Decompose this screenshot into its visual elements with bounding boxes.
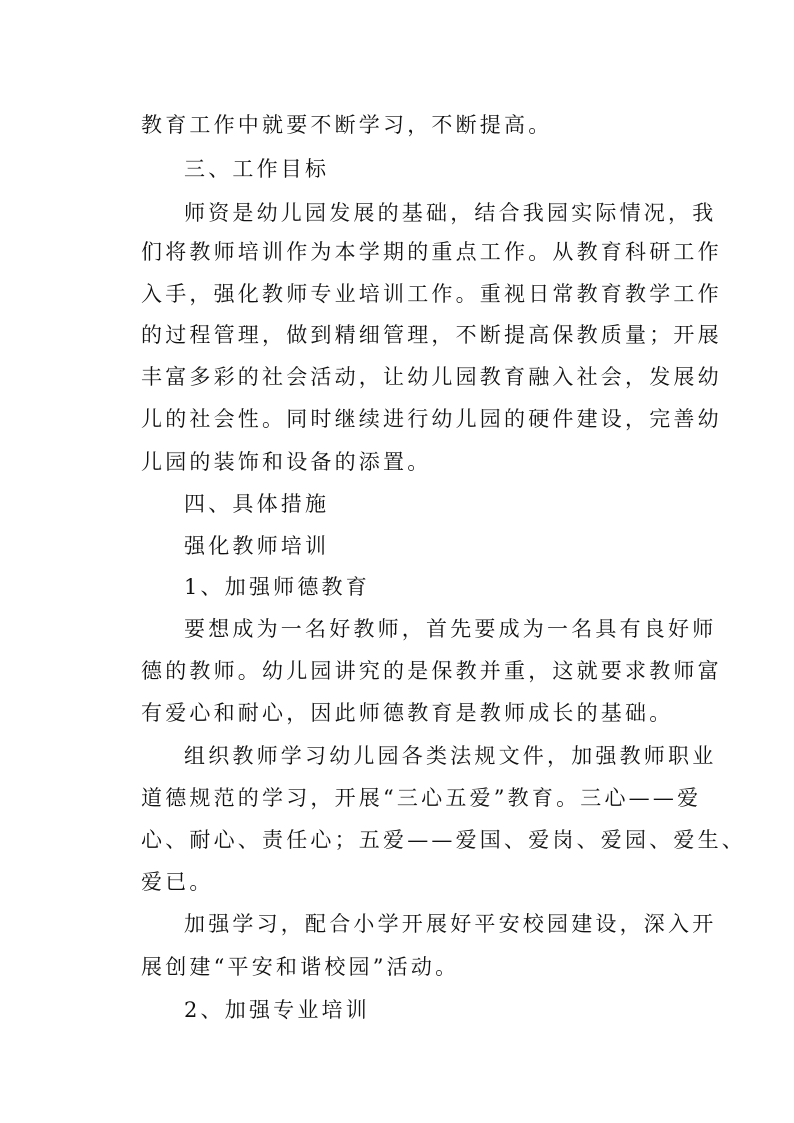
body-text-line: 德的教师。幼儿园讲究的是保教并重，这就要求教师富 bbox=[141, 659, 722, 683]
body-text-line: 要想成为一名好教师，首先要成为一名具有良好师 bbox=[184, 617, 717, 641]
body-text-line: 有爱心和耐心，因此师德教育是教师成长的基础。 bbox=[141, 701, 674, 725]
body-text-line: 儿的社会性。同时继续进行幼儿园的硬件建设，完善幼 bbox=[141, 407, 722, 431]
subheading-professional-training: 2、加强专业培训 bbox=[184, 998, 370, 1022]
section-heading-work-goals: 三、工作目标 bbox=[184, 157, 330, 181]
body-text-line: 的过程管理，做到精细管理，不断提高保教质量；开展 bbox=[141, 323, 722, 347]
body-text-line: 心、耐心、责任心；五爱——爱国、爱岗、爱园、爱生、 bbox=[141, 828, 746, 852]
body-text-line: 爱已。 bbox=[141, 870, 214, 894]
body-text-line: 教育工作中就要不断学习，不断提高。 bbox=[141, 113, 553, 137]
body-text-line: 们将教师培训作为本学期的重点工作。从教育科研工作 bbox=[141, 240, 722, 264]
body-text-line: 入手，强化教师专业培训工作。重视日常教育教学工作 bbox=[141, 282, 722, 306]
section-heading-specific-measures: 四、具体措施 bbox=[184, 492, 330, 516]
body-text-line: 道德规范的学习，开展“三心五爱”教育。三心——爱 bbox=[141, 786, 702, 810]
body-text-line: 加强学习，配合小学开展好平安校园建设，深入开 bbox=[184, 912, 717, 936]
body-text-line: 师资是幼儿园发展的基础，结合我园实际情况，我 bbox=[184, 201, 717, 225]
subheading-teacher-training: 强化教师培训 bbox=[184, 534, 330, 558]
body-text-line: 组织教师学习幼儿园各类法规文件，加强教师职业 bbox=[184, 744, 717, 768]
body-text-line: 展创建“平安和谐校园”活动。 bbox=[141, 955, 460, 979]
body-text-line: 丰富多彩的社会活动，让幼儿园教育融入社会，发展幼 bbox=[141, 365, 722, 389]
body-text-line: 儿园的装饰和设备的添置。 bbox=[141, 450, 432, 474]
subheading-ethics-education: 1、加强师德教育 bbox=[184, 575, 370, 599]
